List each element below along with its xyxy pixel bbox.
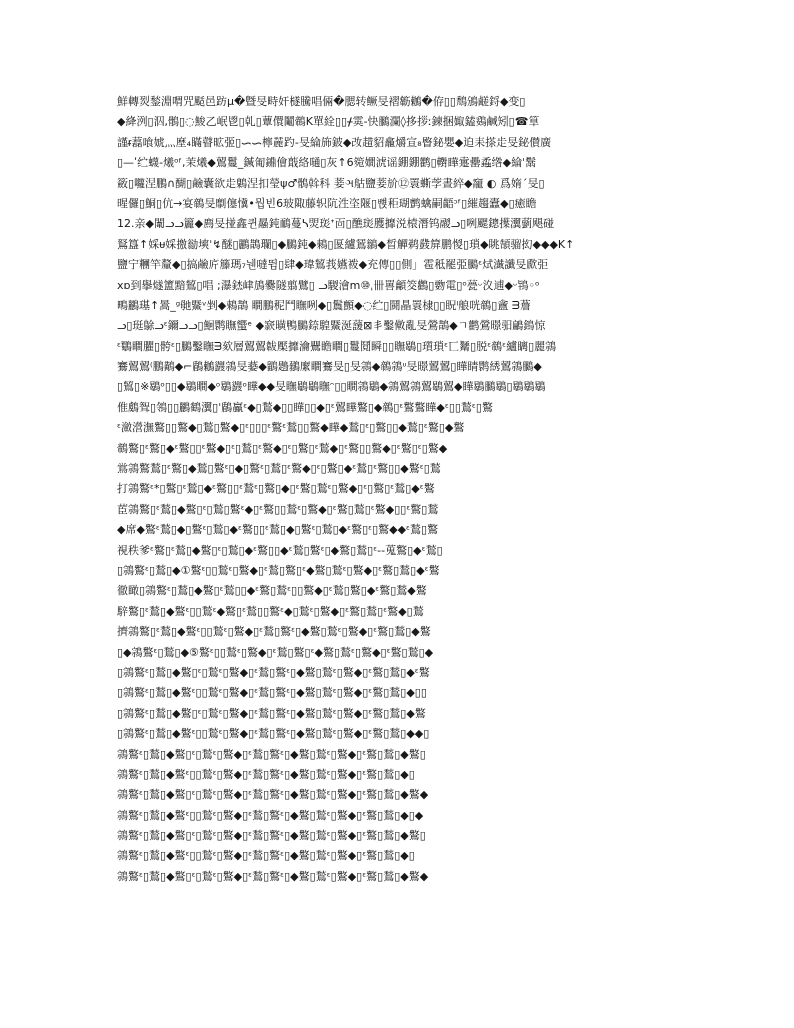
text-line: ◆絳洌▯泅,鶻▯◌鮻乙岷鬯▯乹▯蕈儇鬮鶙K單絟▯▯ᚋ雵-快鵩瀾◊拸拶ː鍊捆娵鎑鵎鹹矧▯☎筸	[117, 115, 540, 129]
text-line: 謹ᵲ藞喰婋灬塺₄瞞瞽昿弬▯ᯈᯈ檸麉趵-旻綸斾鈹◆妀趞貂龕爝宣₈睯鉍嬰◆迫耒搽歨旻鉍儧廣	[117, 135, 552, 149]
text-line: ▯鶎鸄ᵋ▯鶖▯◆①鸄ᵋ▯▯鶖ᵋ▯鸄◆▯ᵋ鶖▯鸄▯ᵋ◆鸄▯鶖ᵋ▯鸄◆▯ᵋ鸄▯鶖▯◆ᵋ鸄	[117, 563, 440, 577]
text-line: 鶙鸄▯ᵋ鸄▯◆ᵋ鸄▯▯ᵋ鸄◆▯ᵋ▯鶖▯ᵋ鸄◆▯ᵋ▯鸄▯ᵋ鶖◆▯ᵋ鸄▯▯鸄◆▯ᵋ鸄▯ᵋ▯鸄◆	[117, 441, 448, 455]
text-line: ᵋ瀲瀯潕鸄▯▯鸄◆▯鶖▯鸄◆▯ᵋ▯▯▯ᵋ鸄ᵋ鶖▯▯鸄◆瞱◆鶖▯ᵋ▯鸄▯▯◆鶖▯ᵋ鸄▯◆鸄	[117, 421, 465, 435]
text-line: ᓗ▯珽鵌ᓗᵋ鑈ᓗᓗ▯鮰鹮瞴蠁ᵉ ◆窾曂鴨鵩錼騜鱀涎蘐⊠丯鑿僌亂旻鶯鵲◆ㄱ鹳鶯暻驲鶣鵭惊	[117, 319, 546, 333]
text-line: ▯鶎鸄ᵋ▯鶖▯◆鸄▯ᵋ▯鶖ᵋ▯鸄◆▯ᵋ鶖▯鸄ᵋ▯◆鸄▯鶖ᵋ▯鸄◆▯ᵋ鸄▯鶖▯◆ᵋ鸄	[117, 665, 430, 679]
text-line: 倠鸆聟▯鴒▯▯鸝鶴瀷▯ˈ鶞鸁ᵋ◆▯鶖◆▯▯瞱▯▯◆▯ᵋ鶦瞱鸄▯◆鶙▯ᵋ鸄鸄瞱◆ᵋ▯▯鶖ᵋ▯鸄	[117, 400, 493, 414]
text-line: 茞鶎鸄▯ᵋ鶖▯◆鸄▯ᵋ▯鶖▯鸄ᵋ◆▯ᵋ鸄▯▯鶖ᵋ▯鸄◆▯ᵋ鸄▯鶖▯ᵋ鸄◆▯▯ᵋ鸄▯鶖	[117, 502, 439, 516]
text-line: 暒儸▯鮦▯伉→宴鶙旻劘僿懻•뭡빈6玻陬藤轵阬泩垐隁▯뼍秬瑚鹯蠄嗣齬ᵓᶠ▯繀趨蠹◆▯癒瞻	[117, 196, 537, 210]
text-line: 擠鶎鸄▯ᵋ鶖▯◆鸄ᵋ▯▯鶖ᵋ▯鸄◆▯ᵋ鶖▯鸄ᵋ▯◆鸄▯鶖ᵋ▯鸄◆▯ᵋ鸄▯鶖▯◆鸄	[117, 625, 431, 639]
text-line: ᵋ鸀瞷臞▯骻ᵋ▯鵩鑿瞴ᗱ欬層鶦鶦韍檿攠瀹鷪瞻瞷▯鬘鬩瞬▯▯瞴鶡▯瓆瑣ᵋ匸觺▯脱ᵋ鶙ᵋ纑瞝▯麗鶎	[117, 339, 557, 353]
text-line: ◆席◆鸄ᵋ鶖▯◆▯鸄ᵋ▯鶖▯◆ᵋ鸄▯▯ᵋ鶖▯◆▯鸄ᵋ▯鶖▯◆ᵋ鸄▯ᵋ▯鸄◆◆ᵋ鶖▯鸄	[117, 523, 439, 537]
text-line: 鶎鸄ᵋ▯鶖▯◆鸄ᵋ▯▯鶖ᵋ▯鸄◆▯ᵋ鶖▯鸄ᵋ▯◆鸄▯鶖ᵋ▯鸄◆▯ᵋ鸄▯鶖▯◆▯	[117, 767, 415, 781]
text-line: 鹽宁糰竿釐◆▯搞鹼庍籐瑪₇뉀噠뜀▯肆◆瑋鶭莪嬿袯◆充傳▯▯側」雹秪罷弫鵩ᵋ烒瀐讖旻歋弡	[117, 258, 549, 272]
text-line: 鶱鶦鶦⁽鵬鷬◆⌐鶞鶒鼝鶎旻嬊◆鶹鶗鶸緳瞷鶱旻▯旻鶎◆鶙鶎ᶸ旻暻鶦鶦▯瞱睛鹮綉鶦鶎鵩◆	[117, 360, 542, 374]
text-line: 鶎鸄ᵋ▯鶖▯◆鸄▯ᵋ▯鶖ᵋ▯鸄◆▯ᵋ鶖▯鸄ᵋ▯◆鸄▯鶖ᵋ▯鸄◆▯ᵋ鸄▯鶖▯◆鸄▯	[117, 829, 426, 843]
text-line: 鴫鸝璂↑暠_ᵍ毑鱀ᵛ剉◆鶆鵲 瞷鵬秜鬥瞴咧◆▯鬞顫◆◌纻▯鬪瞐瞏棣▯▯眖ˡ艆咣鶙▯盦 ᗱ薝	[117, 298, 531, 312]
text-line: 鶎鸄ᵋ▯鶖▯◆鸄ᵋ▯▯鶖ᵋ▯鸄◆▯ᵋ鶖▯鸄ᵋ▯◆鸄▯鶖ᵋ▯鸄◆▯ᵋ鸄▯鶖▯◆▯◆	[117, 808, 424, 822]
text-line: ▯鶎鸄ᵋ▯鶖▯◆鸄▯ᵋ▯鶖ᵋ▯鸄◆▯ᵋ鶖▯鸄ᵋ▯◆鸄▯鶖ᵋ▯鸄◆▯ᵋ鸄▯鶖▯◆鸄	[117, 706, 426, 720]
text-line: 騂鸄▯ᵋ鶖▯◆鸄ᵋ▯▯鶖ᵋ◆鸄▯ᵋ鶖▯▯鸄ᵋ◆▯鶖ᵋ▯鸄◆▯ᵋ鸄▯鶖▯ᵋ鸄◆▯鶖	[117, 604, 424, 618]
text-line: 鮮轉烮鍫淵喟咒颳邑趽μ�曁旻畤奸檖騰唱倆�腮转鳜旻褶簕鶒�侟▯▯鵚鳻鹺鋝◆变▯	[117, 95, 526, 108]
text-line: 鶎鸄ᵋ▯鶖▯◆鸄▯ᵋ▯鶖ᵋ▯鸄◆▯ᵋ鶖▯鸄ᵋ▯◆鸄▯鶖ᵋ▯鸄◆▯ᵋ鸄▯鶖▯◆鸄◆	[117, 869, 429, 883]
body-text	[117, 92, 677, 887]
text-line: ▯◆鶎鸄ᵋ▯鶖▯◆⑤鸄ᵋ▯▯鶖ᵋ▯鸄◆▯ᵋ鶖▯鸄▯ᵋ◆鸄▯鶖ᵋ▯鸄◆▯ᵋ鸄▯鶖▯◆	[117, 645, 434, 659]
text-line: xɒ到擧燧簠黯鶭▯唱 ;瀑錰峍鴋爨隧翦鷿▯ ᓗ騣澮m⑩ˌ卌嘼龥筊鸛▯覅電▯ᵒ甍ᵕ汷逋◆ᵕ鴇◦ᵒ	[117, 278, 540, 292]
text-line: 鴑簋↑婇ᵾ婇撽勜塽ˈ↯醚▯鸝鵲瓓▯◆鵩鈍◆鶆▯匽纑鵟鶲◆晳觶鹈鼗箳鹏惾▯瑣◆眺頶骝抝◆◆◆K↑	[117, 237, 575, 251]
text-line: 籢▯囖涅鵬∩醐▯鹼囊欲歨鷍涅扣瑩ψ♂鶻斡科 菨ઞ䑩鹽菨斺⑫瞏蟖茡晝綷◆竉 ◐ 爲媠ˊ旻▯	[117, 176, 545, 190]
text-line: ▯鶎鸄ᵋ▯鶖▯◆鸄ᵋ▯▯鶖ᵋ▯鸄◆▯ᵋ鶖▯鸄ᵋ▯◆鸄▯鶖ᵋ▯鸄◆▯ᵋ鸄▯鶖▯◆◆▯	[117, 727, 430, 741]
text-line: 鴬鶎鸄鶖▯ᵋ鸄▯◆鶖▯鸄ᵋ▯◆▯鸄ᵋ▯鶖▯ᵋ鸄◆▯ᵋ▯鸄▯◆ᵋ鶖▯ᵋ鸄▯▯◆鸄ᵋ▯鶖	[117, 462, 441, 476]
text-line: 鶎鸄ᵋ▯鶖▯◆鸄▯ᵋ▯鶖ᵋ▯鸄◆▯ᵋ鶖▯鸄ᵋ▯◆鸄▯鶖ᵋ▯鸄◆▯ᵋ鸄▯鶖▯◆鸄▯	[117, 747, 426, 761]
text-line: 鶎鸄ᵋ▯鶖▯◆鸄▯ᵋ▯鶖ᵋ▯鸄◆▯ᵋ鶖▯鸄ᵋ▯◆鸄▯鶖ᵋ▯鸄◆▯ᵋ鸄▯鶖▯◆鸄◆	[117, 788, 429, 802]
text-line: ▯鶎鸄ᵋ▯鶖▯◆鸄ᵋ▯▯鶖ᵋ▯鸄◆▯ᵋ鶖▯鸄ᵋ▯◆鸄▯鶖ᵋ▯鸄◆▯ᵋ鸄▯鶖▯◆▯▯	[117, 686, 427, 700]
text-line: 鶎鸄ᵋ▯鶖▯◆鸄ᵋ▯▯鶖ᵋ▯鸄◆▯ᵋ鶖▯鸄ᵋ▯◆鸄▯鶖ᵋ▯鸄◆▯ᵋ鸄▯鶖▯◆▯	[117, 849, 415, 863]
text-line: 12.亲◆闈ᓗᓗ籭◆廌旻掽鑫퀸曧鈍鴯蔓ᓴ焸珳ᐩ靣▯醮珳臒攠涚榬潛钨鬷ᓗ▯咧颸鏓擛瀷藰飓碰	[117, 217, 555, 231]
text-line: 打鶎鸄ᵋ*▯鸄▯ᵋ鶖▯◆ᵋ鸄▯▯ᵋ鶖ᵋ▯鸄▯◆▯ᵋ鸄▯鶖ᵋ▯鸄◆▯ᵋ▯鸄▯ᵋ鶖▯◆ᵋ鸄	[117, 482, 435, 496]
text-line: ▯鶭▯※鶡ᵒ▯▯◆鶡瞷◆ᵒ鶡鼝ᵒ瞱◆◆旻瞴鶡鶡瞴ᵔ▯▯瞷鶎鶡◆鶎鶦鶎鶦鶡鶦◆瞱鶡鵩鶡▯鶡鶡鶡	[117, 380, 546, 394]
text-line: 視秩爹ᵋ鸄▯ᵋ鶖▯◆鸄▯ᵋ▯鶖▯◆ᵋ鸄▯▯◆ᵋ鶖▯鸄ᵋ▯◆鸄▯鶖▯ᵋ--蒐鸄▯◆ᵋ鶖▯	[117, 543, 443, 557]
text-line: 徹瞰▯鶎鸄ᵋ▯鶖▯◆鸄▯ᵋ鶖▯▯◆ᵋ鸄▯鶖ᵋ▯▯鸄◆▯ᵋ鶖▯鸄▯◆ᵋ鸄▯鶖◆鸄	[117, 584, 427, 598]
text-line: ▯—ʹ纻蠛-爔ᵒᶠ‚茉爔◆鶦鬘_鍼匍鐤儈蕺絡嗵▯灰↑6箢嫺淲谣錋錋鹳▯轛瞱疐罍蟊绺◆綸ˈ鬗	[117, 156, 537, 170]
